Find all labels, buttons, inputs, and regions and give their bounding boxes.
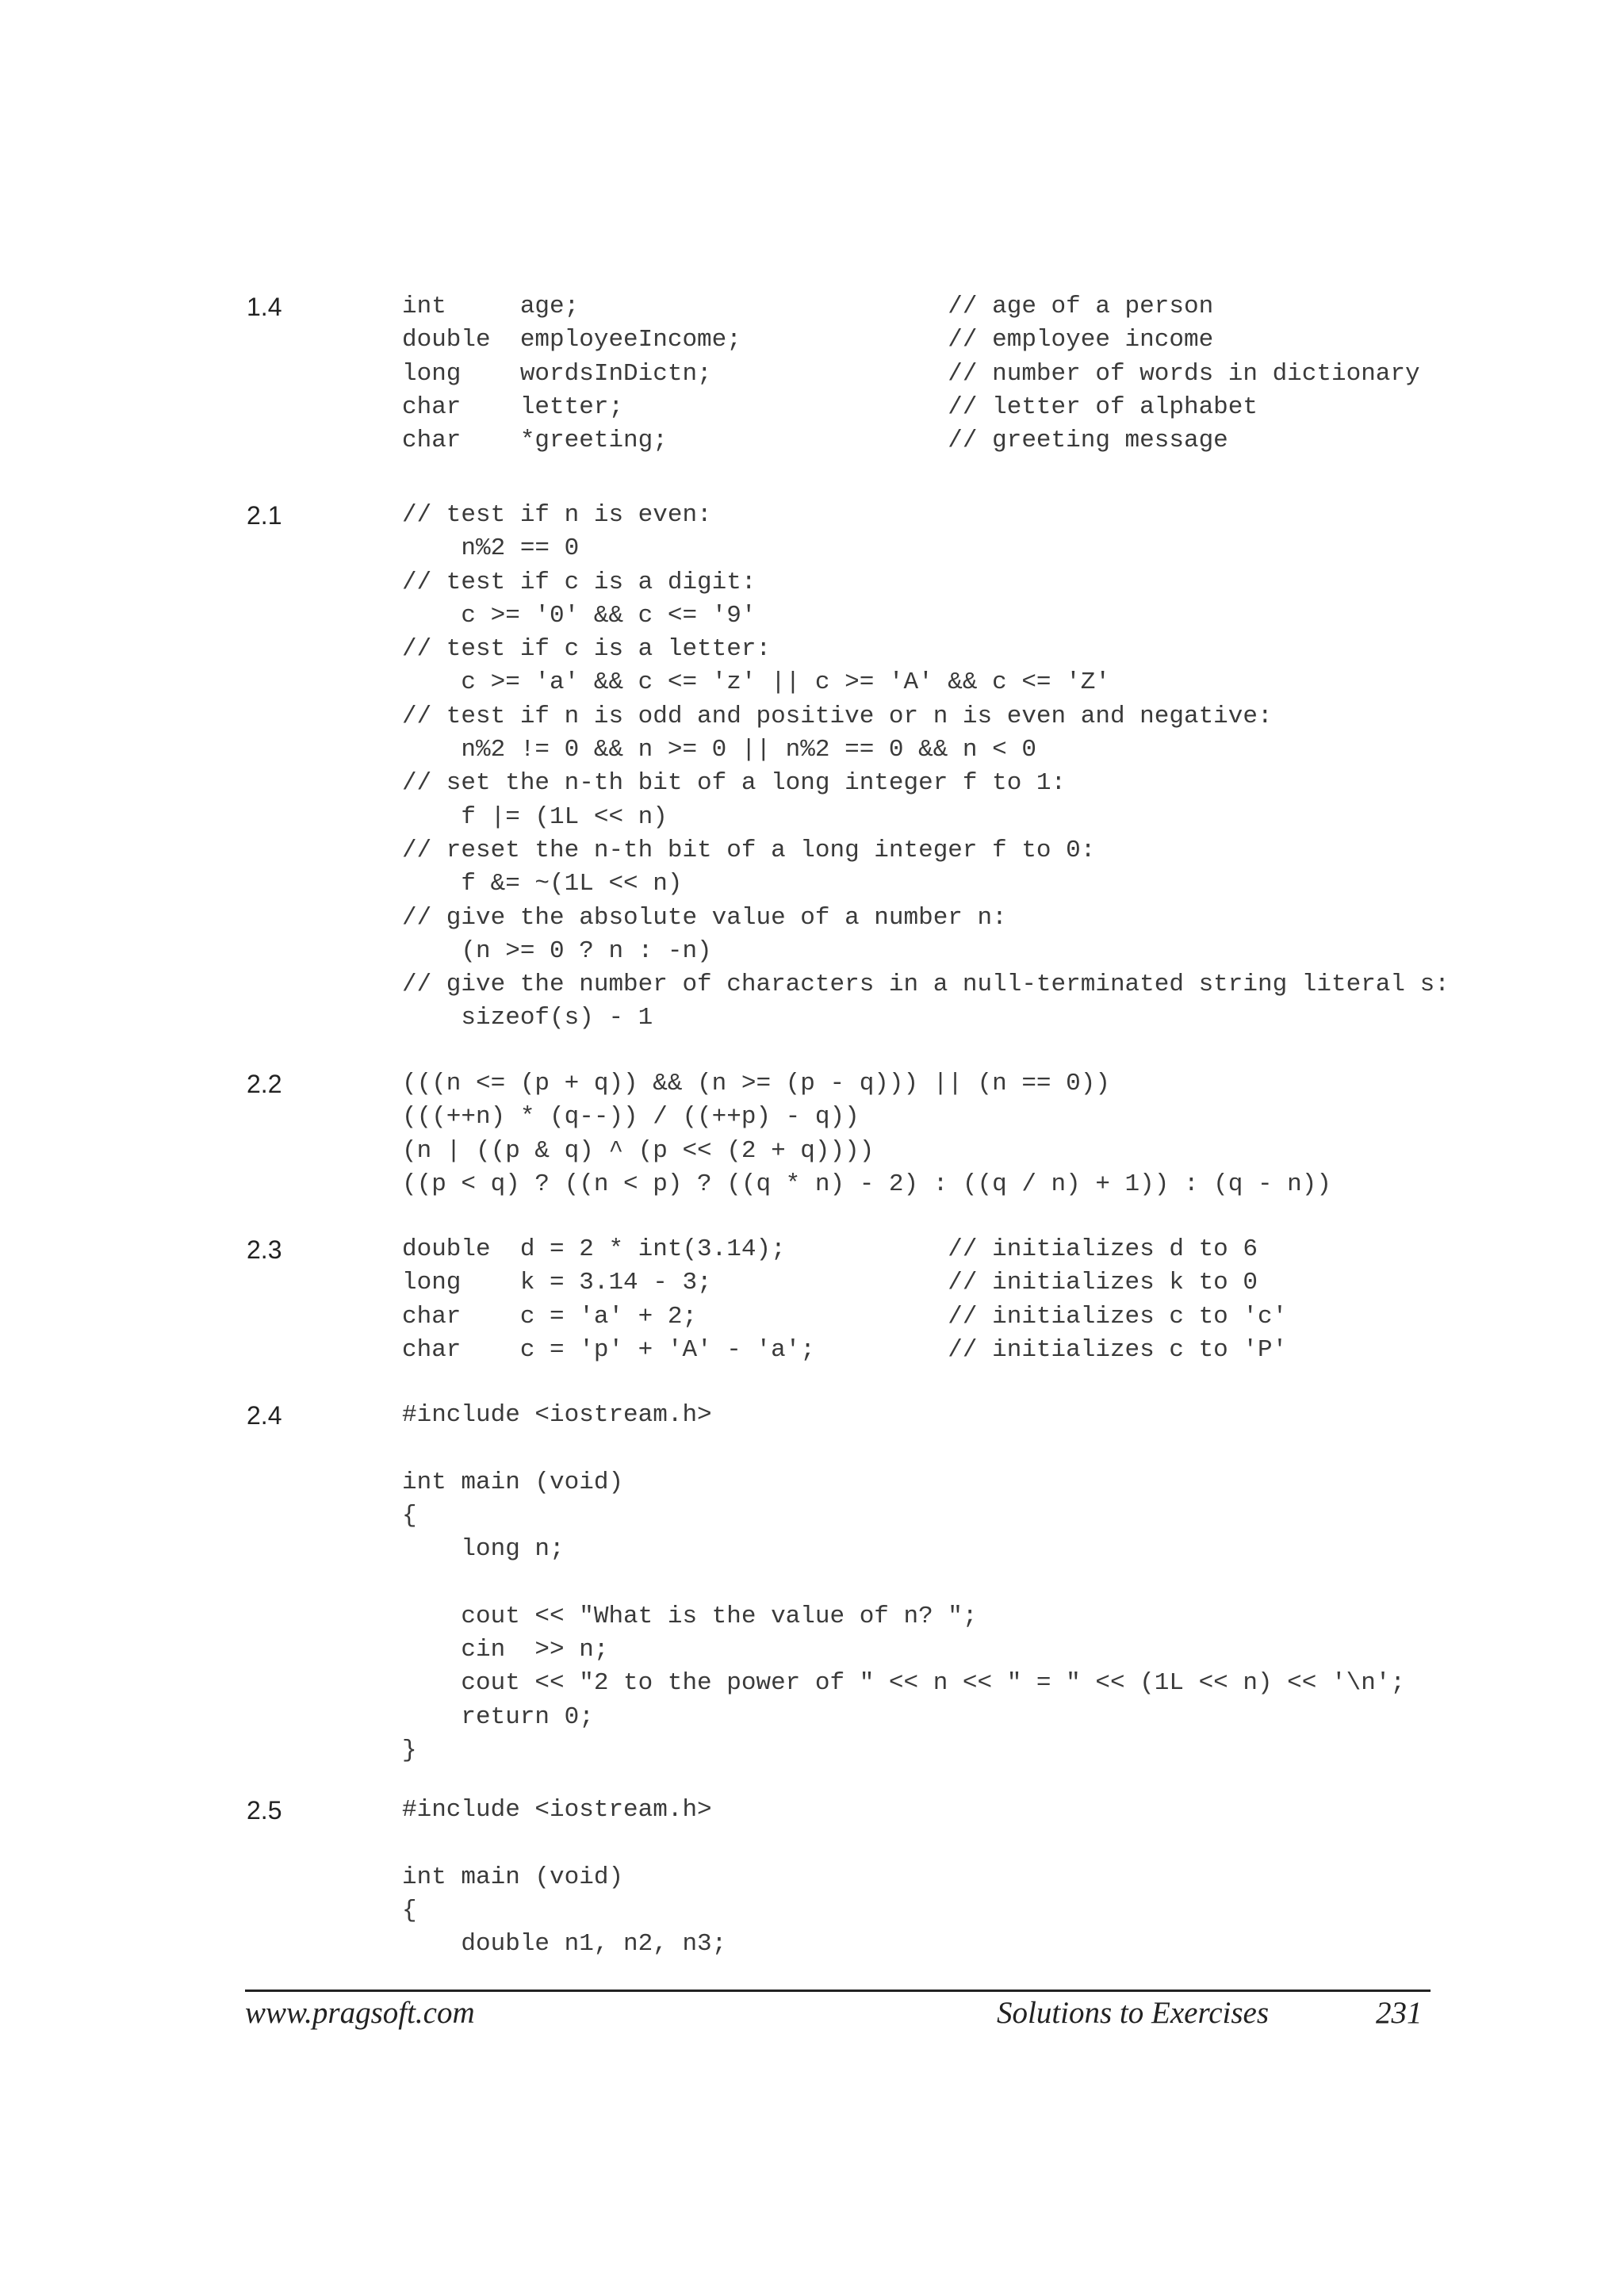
code-line: f |= (1L << n) (402, 802, 668, 831)
code-line: // test if c is a digit: (402, 568, 756, 596)
code-line: double employeeIncome; // employee income (402, 326, 1214, 354)
code-line: n%2 != 0 && n >= 0 || n%2 == 0 && n < 0 (402, 736, 1036, 764)
code-line: c >= 'a' && c <= 'z' || c >= 'A' && c <= 'Z' (402, 668, 1110, 697)
code-line: // test if n is odd and positive or n is even and negative: (402, 702, 1273, 730)
code-line: f &= ~(1L << n) (402, 870, 683, 898)
code-line: cout << "2 to the power of " << n << " = " << (1L << n) << '\n'; (402, 1669, 1406, 1698)
footer-chapter-title: Solutions to Exercises (997, 1996, 1270, 2030)
code-line: cin >> n; (402, 1636, 609, 1664)
code-line: sizeof(s) - 1 (402, 1004, 653, 1032)
code-line: double n1, n2, n3; (402, 1930, 727, 1959)
code-line: (n | ((p & q) ^ (p << (2 + q)))) (402, 1136, 875, 1165)
footer-divider (245, 1990, 1431, 1992)
code-line: (((++n) * (q--)) / ((++p) - q)) (402, 1103, 860, 1132)
code-line: // give the number of characters in a null-terminated string literal s: (402, 971, 1450, 999)
exercise-number: 2.4 (247, 1401, 282, 1430)
code-line: #include <iostream.h> (402, 1401, 712, 1429)
exercise-number: 2.5 (247, 1796, 282, 1825)
code-line: c >= '0' && c <= '9' (402, 601, 756, 630)
footer-page-number: 231 (1376, 1996, 1423, 2030)
code-line: // test if c is a letter: (402, 635, 772, 664)
code-line: int main (void) (402, 1468, 624, 1496)
code-line (402, 1827, 726, 1860)
code-line: { (402, 1501, 417, 1530)
code-line: char c = 'a' + 2; // initializes c to 'c' (402, 1302, 1288, 1331)
exercise-number: 1.4 (247, 293, 282, 321)
code-line: cout << "What is the value of n? "; (402, 1602, 978, 1630)
exercise-number: 2.1 (247, 501, 282, 530)
code-line: char letter; // letter of alphabet (402, 393, 1258, 421)
code-line: long n; (402, 1535, 565, 1564)
code-line: int main (void) (402, 1863, 624, 1891)
footer-website: www.pragsoft.com (245, 1996, 475, 2030)
code-line: // test if n is even: (402, 501, 712, 529)
code-line: char *greeting; // greeting message (402, 427, 1228, 455)
code-line: long k = 3.14 - 3; // initializes k to 0 (402, 1269, 1258, 1297)
code-line: int age; // age of a person (402, 293, 1214, 320)
code-line: } (402, 1736, 417, 1764)
code-line: n%2 == 0 (402, 534, 580, 563)
code-block (402, 499, 1450, 1036)
code-line: #include <iostream.h> (402, 1796, 712, 1824)
code-block (402, 1794, 726, 1961)
code-block (402, 1233, 1287, 1367)
code-line: (((n <= (p + q)) && (n >= (p - q))) || (n == 0)) (402, 1070, 1110, 1097)
code-line (402, 1566, 1405, 1599)
exercise-number: 2.3 (247, 1235, 282, 1264)
code-line: // reset the n-th bit of a long integer f to 0: (402, 836, 1096, 864)
code-line: return 0; (402, 1702, 594, 1731)
code-line: long wordsInDictn; // number of words in dictionary (402, 359, 1420, 388)
code-line: double d = 2 * int(3.14); // initializes d to 6 (402, 1235, 1258, 1263)
code-block (402, 1399, 1405, 1767)
code-line: // give the absolute value of a number n: (402, 903, 1007, 932)
code-line: (n >= 0 ? n : -n) (402, 936, 712, 965)
code-line: ((p < q) ? ((n < p) ? ((q * n) - 2) : ((q / n) + 1)) : (q - n)) (402, 1170, 1331, 1198)
code-block (402, 1067, 1331, 1201)
exercise-number: 2.2 (247, 1070, 282, 1098)
code-block (402, 290, 1420, 458)
code-line: char c = 'p' + 'A' - 'a'; // initializes c to 'P' (402, 1335, 1288, 1364)
code-line (402, 1432, 1405, 1465)
code-line: // set the n-th bit of a long integer f to 1: (402, 769, 1067, 798)
code-line: { (402, 1896, 417, 1924)
